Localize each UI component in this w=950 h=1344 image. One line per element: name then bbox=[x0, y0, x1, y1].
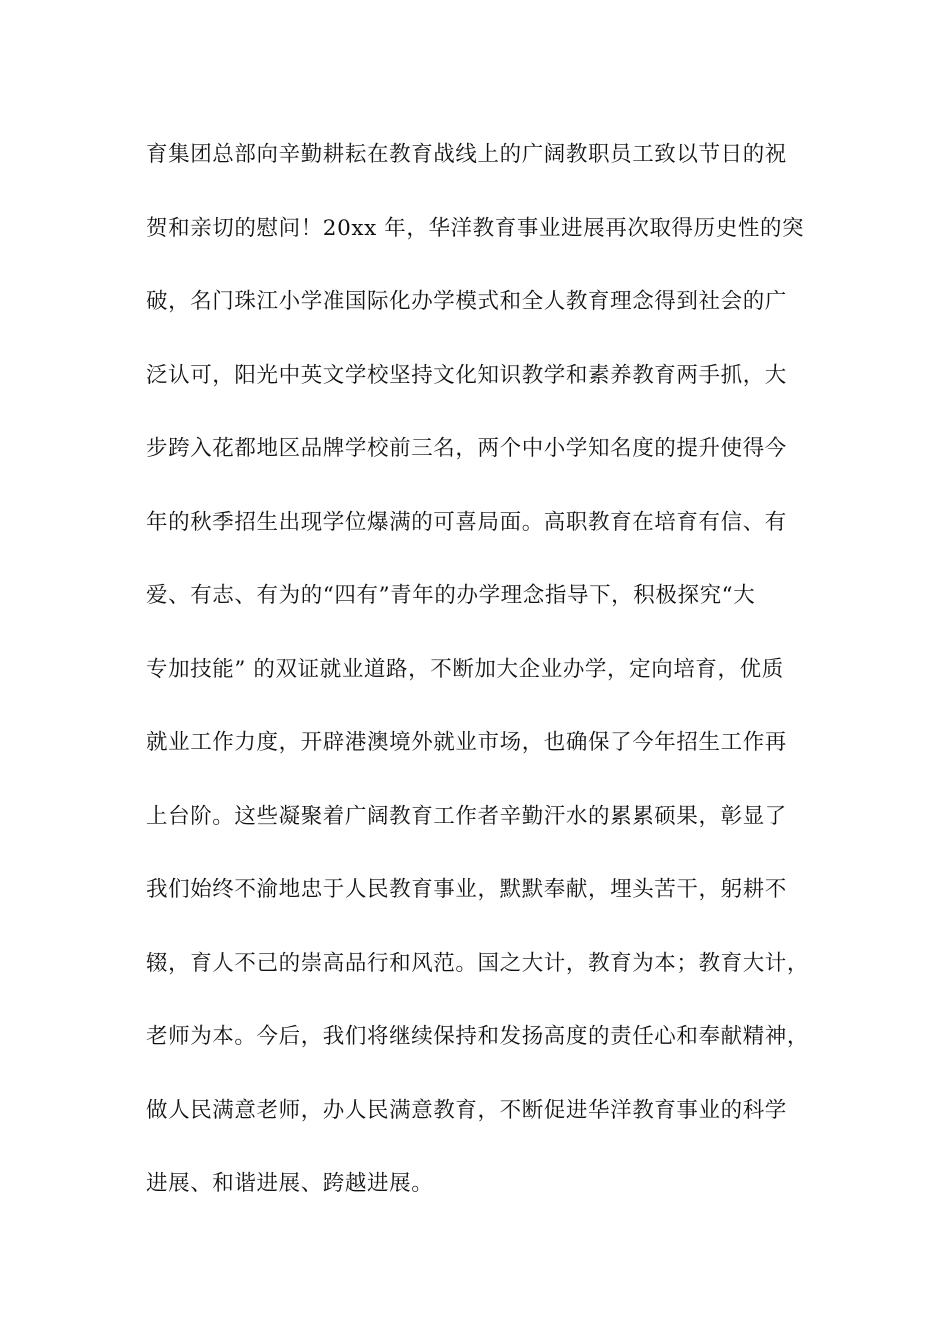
text-line: 年的秋季招生出现学位爆满的可喜局面。高职教育在培育有信、有 bbox=[146, 509, 787, 535]
text-line: 老师为本。今后，我们将继续保持和发扬高度的责任心和奉献精神， bbox=[146, 1024, 810, 1049]
text-line: 就业工作力度，开辟港澳境外就业市场，也确保了今年招生工作再 bbox=[146, 730, 787, 755]
text-line: 破，名门珠江小学准国际化办学模式和全人教育理念得到社会的广 bbox=[146, 289, 787, 314]
text-line: 进展、和谐进展、跨越进展。 bbox=[146, 1171, 434, 1196]
text-line: 做人民满意老师，办人民满意教育，不断促进华洋教育事业的科学 bbox=[146, 1097, 787, 1123]
text-line: 爱、有志、有为的“四有”青年的办学理念指导下，积极探究“大 bbox=[146, 583, 756, 608]
body-paragraph bbox=[146, 134, 826, 1237]
text-line: 泛认可，阳光中英文学校坚持文化知识教学和素养教育两手抓，大 bbox=[146, 362, 787, 388]
text-line: 专加技能” 的双证就业道路，不断加大企业办学，定向培育，优质 bbox=[146, 656, 784, 682]
text-line: 贺和亲切的慰问！20xx 年，华洋教育事业进展再次取得历史性的突 bbox=[146, 215, 805, 241]
text-line: 上台阶。这些凝聚着广阔教育工作者辛勤汗水的累累硕果，彰显了 bbox=[146, 803, 787, 829]
text-line: 我们始终不渝地忠于人民教育事业，默默奉献，埋头苦干，躬耕不 bbox=[146, 877, 787, 902]
text-line: 育集团总部向辛勤耕耘在教育战线上的广阔教职员工致以节日的祝 bbox=[146, 142, 787, 167]
text-line: 辍，育人不己的崇高品行和风范。国之大计，教育为本；教育大计， bbox=[146, 950, 810, 976]
text-line: 步跨入花都地区品牌学校前三名，两个中小学知名度的提升使得今 bbox=[146, 436, 787, 461]
